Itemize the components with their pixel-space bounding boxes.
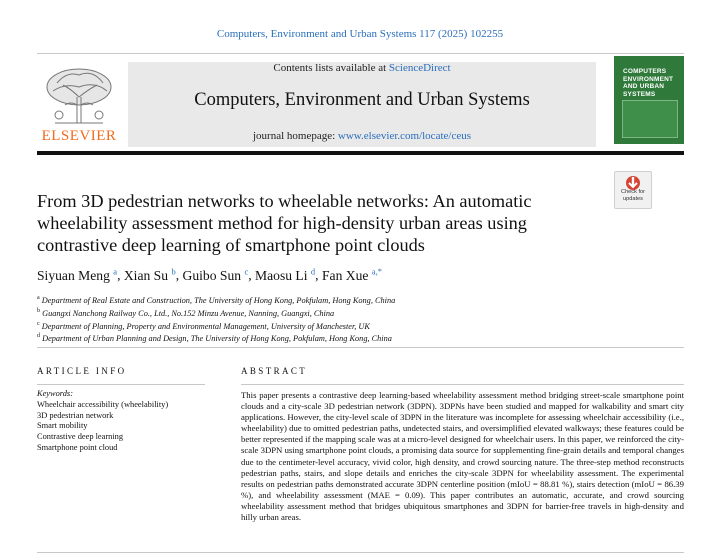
keywords-block [37,389,237,454]
cover-title: COMPUTERS ENVIRONMENT AND URBAN SYSTEMS [623,68,674,98]
affiliation: $^d$ Department of Urban Planning and Design, The University of Hong Kong, Pokfulam, Hong Kong, China [37,333,392,344]
affiliations [37,293,677,344]
journal-name[interactable]: Computers, Environment and Urban Systems [194,90,530,110]
author-link[interactable]: Xian Su $^b$ [123,266,176,283]
header-thick-divider [37,151,684,155]
cover-illustration [622,100,678,138]
keyword-item: Smartphone point cloud [37,442,118,452]
affiliation: $^c$ Department of Planning, Property and Environmental Management, University of Manchester, UK [37,320,370,331]
abstract-body: This paper presents a contrastive deep learning-based wheelability assessment method bridging street-scale smartphone point clouds and a city-scale 3D pedestrian network (3DPN). 3DPNs have been studied and mapped for walkability and smart city applications. However, the city-level scale of 3DPN in the literature was incomplete for assessing wheelchair accessibility (i.e., wheelability) due to omitted pedestrian paths, undetected stairs, and oversimplified elevated walkways; these features could be better represented if the mapping scale was at a micro-level designed for wheelchair users. In this paper, we reinforced the city-scale 3DPN using smartphone point clouds, a promising data source for supplementing fine-grain details and temporal changes due to the centimeter-level accuracy, vivid color, high density, and crowd sourcing nature. The three-step method reconstructs pedestrian paths, stairs, and slope details and enriches the city-scale 3DPN for wheelability assessment. The experimental results on pedestrian paths demonstrated accurate 3DPN centerline position (mIoU = 88.81 %), stairs detection (mIoU = 86.39 %), and wheelability assessment (MAE = 0.09). This paper contributes an automatic, accurate, and crowd sourcing wheelability assessment method that bridges ubiquitous smartphones and 3DPN for barrier-free travels in high-density and hilly urban areas. [241,390,685,523]
author-link[interactable]: Maosu Li $^d$ [255,266,316,283]
author-link[interactable]: Guibo Sun $^c$ [182,266,249,283]
sciencedirect-link[interactable]: ScienceDirect [388,62,451,74]
keyword-item: Wheelchair accessibility (wheelability) [37,399,169,409]
journal-citation[interactable]: Computers, Environment and Urban Systems 117 (2025) 102255 [216,28,504,40]
contents-prefix: Contents lists available at [273,62,389,74]
author-link[interactable]: Fan Xue $^{a,}$ [321,266,378,283]
keyword-item: Contrastive deep learning [37,432,124,442]
corresponding-author-mark[interactable]: * [377,266,382,276]
abstract-rule [241,384,684,385]
journal-cover-image[interactable] [614,56,684,144]
article-info-rule [37,384,205,385]
article-info-heading: ARTICLE INFO [37,366,127,376]
homepage-prefix: journal homepage: [253,130,338,142]
publisher-wordmark[interactable]: ELSEVIER [41,128,117,144]
homepage-line [128,130,596,142]
keywords-label: Keywords: [37,389,73,398]
article-title: From 3D pedestrian networks to wheelable networks: An automatic wheelability assessment method for high-density urban areas using contrastive deep learning of smartphone point clouds [37,191,532,255]
homepage-link[interactable]: www.elsevier.com/locate/ceus [337,130,471,142]
author-list: Siyuan Meng $^a$, Xian Su $^b$, Guibo Sun $^c$, Maosu Li $^d$, Fan Xue $^{a,*}$ [37,266,382,283]
author-link[interactable]: Siyuan Meng $^a$ [37,266,118,283]
affiliation: $^b$ Guangxi Nanchong Railway Co., Ltd., No.152 Minzu Avenue, Nanning, Guangxi, China [37,307,335,318]
abstract-heading: ABSTRACT [241,366,308,376]
top-divider [37,53,684,54]
check-updates-label: Check for updates [621,189,645,202]
bottom-divider [37,552,684,553]
keyword-item: Smart mobility [37,421,88,431]
section-divider [37,347,684,348]
contents-line [128,62,596,74]
affiliation: $^a$ Department of Real Estate and Construction, The University of Hong Kong, Pokfulam, Hong Kong, China [37,295,396,305]
keyword-item: 3D pedestrian network [37,410,114,420]
